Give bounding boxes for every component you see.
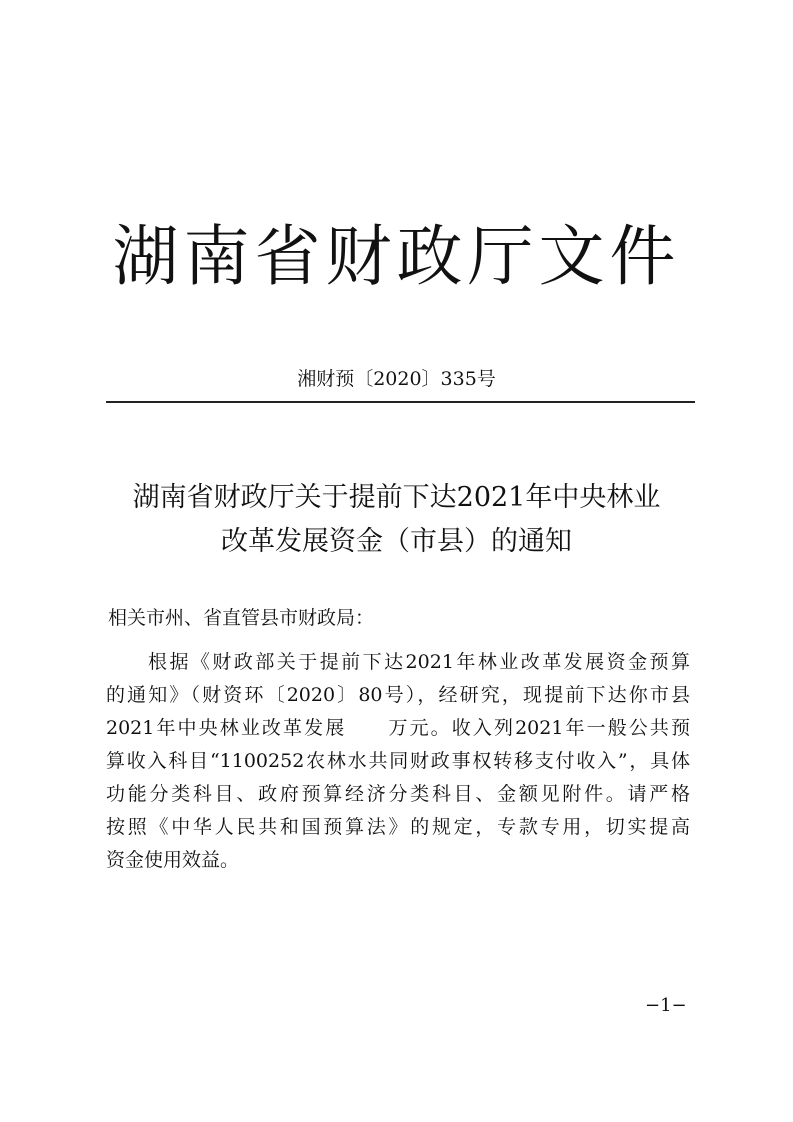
body-line: 按照《中华人民共和国预算法》的规定，专款专用，切实提高 — [106, 816, 690, 838]
body-text — [106, 646, 690, 877]
body-line: 的通知》（财资环〔2020〕80号），经研究，现提前下达你市县 — [106, 684, 690, 706]
issuing-authority-title: 湖南省财政厅文件 — [112, 218, 681, 295]
body-line: 2021年中央林业改革发展 万元。收入列2021年一般公共预 — [106, 717, 690, 739]
body-line: 资金使用效益。 — [106, 849, 240, 871]
body-line: 算收入科目“1100252农林水共同财政事权转移支付收入”，具体 — [106, 750, 690, 772]
header-divider — [106, 401, 695, 403]
notice-title — [0, 476, 793, 564]
document-number: 湘财预〔2020〕335号 — [297, 368, 496, 390]
page-number: −1− — [645, 995, 687, 1016]
body-line: 功能分类科目、政府预算经济分类科目、金额见附件。请严格 — [106, 783, 690, 805]
body-line: 根据《财政部关于提前下达2021年林业改革发展资金预算 — [148, 651, 690, 673]
notice-title-line: 改革发展资金（市县）的通知 — [221, 526, 572, 557]
addressee: 相关市州、省直管县市财政局： — [108, 607, 375, 629]
notice-title-line: 湖南省财政厅关于提前下达2021年中央林业 — [132, 482, 661, 513]
